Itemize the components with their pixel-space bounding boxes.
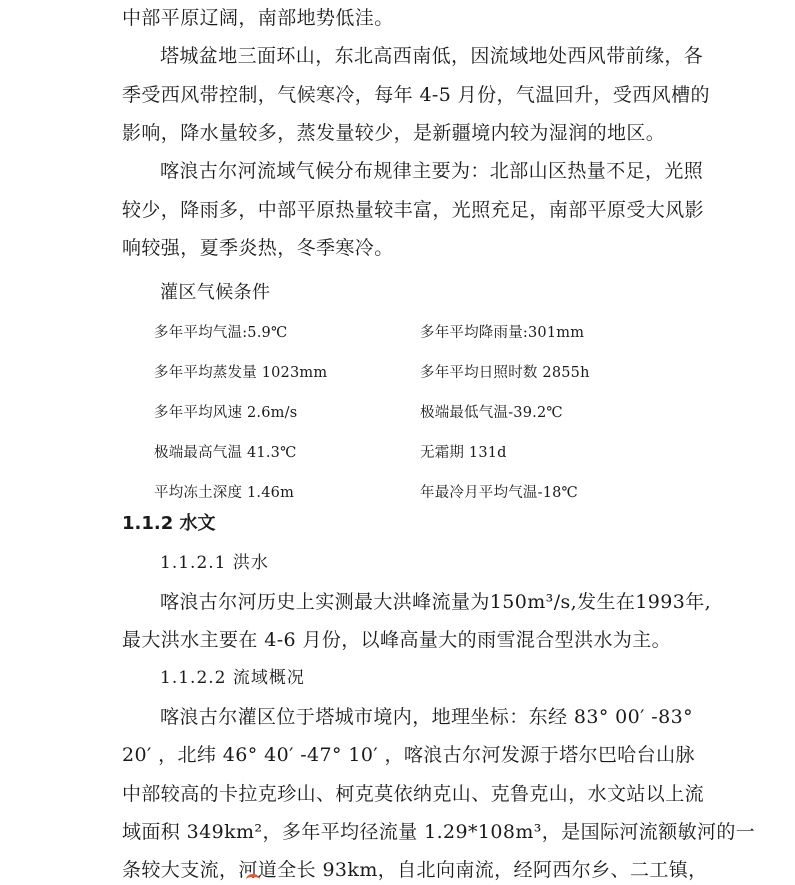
- climate-cell: 极端最高气温 41.3℃: [154, 445, 297, 461]
- paragraph-line: 域面积 349km²，多年平均径流量 1.29*108m³，是国际河流额敏河的一: [122, 821, 756, 843]
- paragraph-line: 喀浪古尔河流域气候分布规律主要为：北部山区热量不足，光照: [160, 160, 704, 182]
- paragraph-line: 最大洪水主要在 4-6 月份，以峰高量大的雨雪混合型洪水为主。: [122, 629, 672, 651]
- paragraph-line: 影响，降水量较多，蒸发量较少，是新疆境内较为湿润的地区。: [122, 122, 666, 144]
- paragraph-line: 中部平原辽阔，南部地势低洼。: [122, 7, 394, 29]
- climate-cell: 多年平均蒸发量 1023mm: [154, 365, 328, 381]
- climate-cell: 多年平均风速 2.6m/s: [154, 405, 298, 421]
- subsection-heading: 1.1.2.1 洪水: [160, 553, 269, 573]
- climate-cell: 无霜期 131d: [420, 445, 507, 461]
- paragraph-line: 条较大支流，河道全长 93km，自北向南流，经阿西尔乡、二工镇，: [122, 859, 708, 881]
- annotation-mark: [246, 874, 260, 885]
- subsection-heading: 1.1.2.2 流域概况: [160, 668, 305, 688]
- climate-cell: 平均冻土深度 1.46m: [154, 485, 295, 501]
- climate-cell: 多年平均气温:5.9℃: [154, 325, 288, 341]
- climate-cell: 年最冷月平均气温-18℃: [420, 485, 578, 501]
- paragraph-line: 响较强，夏季炎热，冬季寒冷。: [122, 237, 394, 259]
- paragraph-line: 20′ ，北纬 46° 40′ -47° 10′ ，喀浪古尔河发源于塔尔巴哈台山脉: [122, 744, 695, 766]
- climate-table-title: 灌区气候条件: [160, 282, 271, 303]
- paragraph-line: 喀浪古尔河历史上实测最大洪峰流量为150m³/s,发生在1993年,: [160, 591, 712, 613]
- paragraph-line: 季受西风带控制，气候寒冷，每年 4-5 月份，气温回升，受西风槽的: [122, 84, 710, 106]
- climate-cell: 多年平均降雨量:301mm: [420, 325, 585, 341]
- paragraph-line: 较少，降雨多，中部平原热量较丰富，光照充足，南部平原受大风影: [122, 199, 705, 221]
- climate-cell: 多年平均日照时数 2855h: [420, 365, 590, 381]
- climate-cell: 极端最低气温-39.2℃: [420, 405, 563, 421]
- paragraph-line: 塔城盆地三面环山，东北高西南低，因流域地处西风带前缘，各: [160, 45, 704, 67]
- section-heading: 1.1.2 水文: [122, 513, 216, 534]
- paragraph-line: 中部较高的卡拉克珍山、柯克莫依纳克山、克鲁克山，水文站以上流: [122, 783, 705, 805]
- paragraph-line: 喀浪古尔灌区位于塔城市境内，地理坐标：东经 83° 00′ -83°: [160, 706, 693, 728]
